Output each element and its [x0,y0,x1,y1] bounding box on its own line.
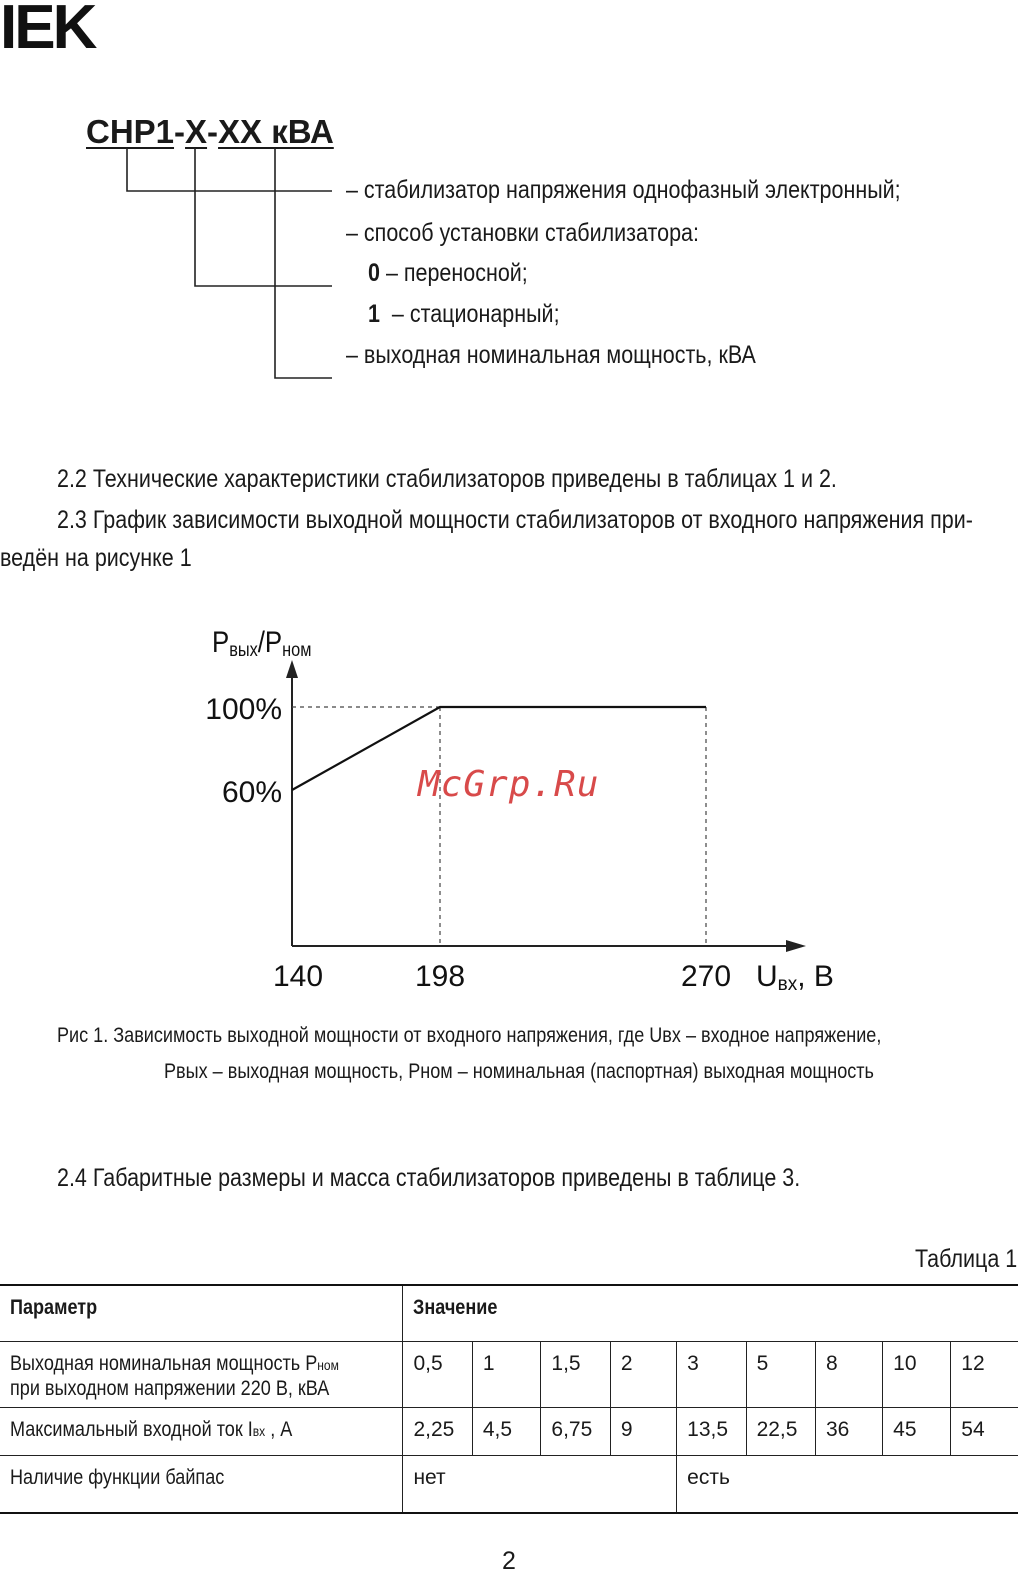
bypass-yes-cell: есть [677,1455,1018,1513]
designation-line-type: – стабилизатор напряжения однофазный электронный; [346,176,901,204]
table-cell: 1 [472,1341,541,1407]
table-cell: 0,5 [403,1341,472,1407]
spec-table [0,1284,1018,1514]
table-header-row [0,1285,1018,1341]
y-axis-arrow [286,660,298,678]
table-cell: 2,25 [403,1407,472,1455]
table-cell: 22,5 [746,1407,815,1455]
designation-dash-2: - [207,113,219,150]
table-cell: 13,5 [677,1407,746,1455]
designation-line-portable: 0 – переносной; [368,259,528,287]
designation-line-mount: – способ установки стабилизатора: [346,219,699,247]
table-cell: 5 [746,1341,815,1407]
table-cell: 6,75 [541,1407,610,1455]
table-cell: 54 [951,1407,1018,1455]
table-cell: 8 [815,1341,882,1407]
y-axis-label: Pвых/Pном [211,625,312,661]
figure-caption-line-1: Рис 1. Зависимость выходной мощности от входного напряжения, где Uвх – входное напряжение, [57,1024,882,1047]
table-cell: 9 [610,1407,676,1455]
table-caption: Таблица 1 [915,1245,1018,1273]
designation-mount: Х [185,113,208,150]
table-cell: 4,5 [472,1407,541,1455]
paragraph-2-4: 2.4 Габаритные размеры и масса стабилизаторов приведены в таблице 3. [57,1164,801,1192]
table-cell: 12 [951,1341,1018,1407]
table-row-power [0,1341,1018,1407]
x-tick-140: 140 [272,960,324,993]
y-tick-100: 100% [205,693,282,726]
page-number: 2 [502,1547,516,1575]
table-cell: 10 [883,1341,951,1407]
paragraph-2-3: 2.3 График зависимости выходной мощности стабилизаторов от входного напряжения при- [57,506,973,534]
x-axis-label: Uвх, В [756,960,834,995]
table-cell: 3 [677,1341,746,1407]
x-axis-arrow [786,940,806,952]
header-value: Значение [403,1285,1018,1341]
table-cell: 45 [883,1407,951,1455]
paragraph-2-2: 2.2 Технические характеристики стабилизаторов приведены в таблицах 1 и 2. [57,465,837,493]
figure-caption-line-2: Pвых – выходная мощность, Pном – номинальная (паспортная) выходная мощность [164,1060,874,1083]
row-bypass-label: Наличие функции байпас [0,1455,403,1513]
row-current-label: Максимальный входной ток Iвх , А [0,1407,403,1455]
table-row-bypass [0,1455,1018,1513]
y-tick-60: 60% [221,776,282,809]
designation-line-power: – выходная номинальная мощность, кВА [346,341,756,369]
x-tick-270: 270 [680,960,732,993]
watermark: McGrp.Ru [418,764,600,805]
table-cell: 1,5 [541,1341,610,1407]
table-cell: 36 [815,1407,882,1455]
iek-logo: IEK [0,0,95,62]
designation-dash-1: - [174,113,186,150]
table-cell: 2 [610,1341,676,1407]
designation-series: СНР1 [86,113,175,150]
x-tick-198: 198 [414,960,466,993]
designation-power: ХХ кВА [218,113,334,150]
table-row-current [0,1407,1018,1455]
bypass-no-cell: нет [403,1455,677,1513]
row-power-label: Выходная номинальная мощность Pном при выходном напряжении 220 В, кВА [0,1341,403,1407]
header-param: Параметр [0,1285,403,1341]
designation-line-stationary: 1 – стационарный; [368,300,560,328]
paragraph-2-3-cont: ведён на рисунке 1 [0,544,192,572]
